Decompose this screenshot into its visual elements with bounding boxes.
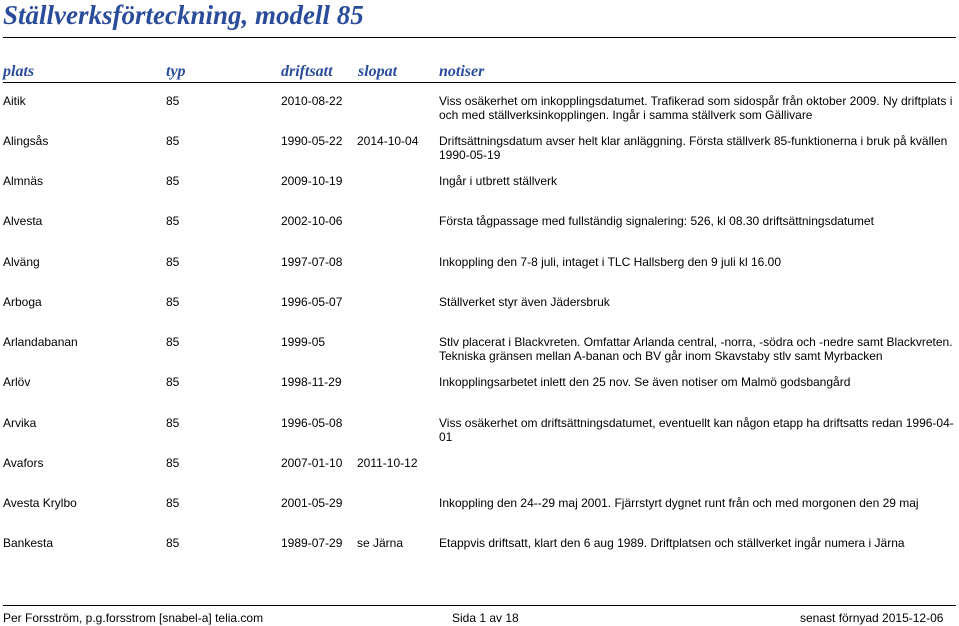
cell-slopat: 2011-10-12 [357,456,418,470]
cell-driftsatt: 1989-07-29 [281,536,343,550]
header-divider [3,82,956,83]
column-header-notiser: notiser [439,63,485,80]
cell-plats: Alingsås [3,134,49,148]
cell-notiser: Stlv placerat i Blackvreten. Omfattar Arlanda central, -norra, -södra och -nedre samt Blackvreten. Tekniska gränsen mellan A-banan och BV går inom Skavstaby stlv samt Myrbacken [439,335,953,363]
footer-author: Per Forsström, p.g.forsstrom [snabel-a] telia.com [3,611,264,625]
cell-notiser: Inkoppling den 24--29 maj 2001. Fjärrstyrt dygnet runt från och med morgonen den 29 maj [439,496,919,510]
cell-plats: Aitik [3,94,26,108]
cell-notiser: Viss osäkerhet om driftsättningsdatumet, eventuellt kan någon etapp ha driftsatts redan 1996-04-01 [439,416,954,444]
cell-typ: 85 [166,456,180,470]
cell-notiser: Inkoppling den 7-8 juli, intaget i TLC Hallsberg den 9 juli kl 16.00 [439,255,781,269]
cell-driftsatt: 2009-10-19 [281,174,343,188]
footer-updated: senast förnyad 2015-12-06 [800,611,944,625]
cell-driftsatt: 2001-05-29 [281,496,343,510]
page-title: Ställverksförteckning, modell 85 [3,0,364,30]
cell-driftsatt: 2007-01-10 [281,456,343,470]
cell-driftsatt: 1996-05-07 [281,295,343,309]
cell-slopat: se Järna [357,536,404,550]
cell-typ: 85 [166,134,180,148]
cell-notiser: Driftsättningsdatum avser helt klar anläggning. Första ställverk 85-funktionerna i bruk på kvällen 1990-05-19 [439,134,948,162]
cell-plats: Arlöv [3,375,31,389]
cell-typ: 85 [166,536,180,550]
cell-notiser: Ställverket styr även Jädersbruk [439,295,610,309]
cell-driftsatt: 1998-11-29 [281,375,342,389]
cell-typ: 85 [166,214,180,228]
cell-driftsatt: 2010-08-22 [281,94,343,108]
cell-typ: 85 [166,255,180,269]
cell-typ: 85 [166,416,180,430]
cell-notiser: Ingår i utbrett ställverk [439,174,558,188]
column-header-plats: plats [3,63,35,80]
cell-typ: 85 [166,496,180,510]
cell-driftsatt: 1997-07-08 [281,255,343,269]
cell-driftsatt: 1990-05-22 [281,134,343,148]
cell-plats: Alväng [3,255,40,269]
cell-notiser: Första tågpassage med fullständig signalering: 526, kl 08.30 driftsättningsdatumet [439,214,874,228]
cell-plats: Almnäs [3,174,44,188]
cell-slopat: 2014-10-04 [357,134,419,148]
cell-plats: Avesta Krylbo [3,496,77,510]
footer-divider [3,605,956,606]
cell-typ: 85 [166,335,180,349]
title-divider [3,37,956,38]
cell-notiser: Inkopplingsarbetet inlett den 25 nov. Se även notiser om Malmö godsbangård [439,375,851,389]
column-header-driftsatt: driftsatt [281,63,333,80]
cell-notiser: Viss osäkerhet om inkopplingsdatumet. Trafikerad som sidospår från oktober 2009. Ny driftplats i och med ställverksinkopplingen. Ingår i samma ställverk som Gällivare [439,94,953,122]
column-header-typ: typ [166,63,186,80]
cell-typ: 85 [166,174,180,188]
cell-typ: 85 [166,295,180,309]
cell-plats: Arvika [3,416,37,430]
cell-plats: Arboga [3,295,42,309]
cell-plats: Bankesta [3,536,54,550]
cell-driftsatt: 1996-05-08 [281,416,343,430]
table-header [0,63,959,83]
cell-plats: Avafors [3,456,44,470]
cell-driftsatt: 1999-05 [281,335,326,349]
cell-driftsatt: 2002-10-06 [281,214,343,228]
footer-page-number: Sida 1 av 18 [452,611,519,625]
cell-typ: 85 [166,375,180,389]
column-header-slopat: slopat [358,63,398,80]
cell-plats: Arlandabanan [3,335,78,349]
cell-typ: 85 [166,94,180,108]
cell-notiser: Etappvis driftsatt, klart den 6 aug 1989. Driftplatsen och ställverket ingår numera i Järna [439,536,905,550]
cell-plats: Alvesta [3,214,43,228]
